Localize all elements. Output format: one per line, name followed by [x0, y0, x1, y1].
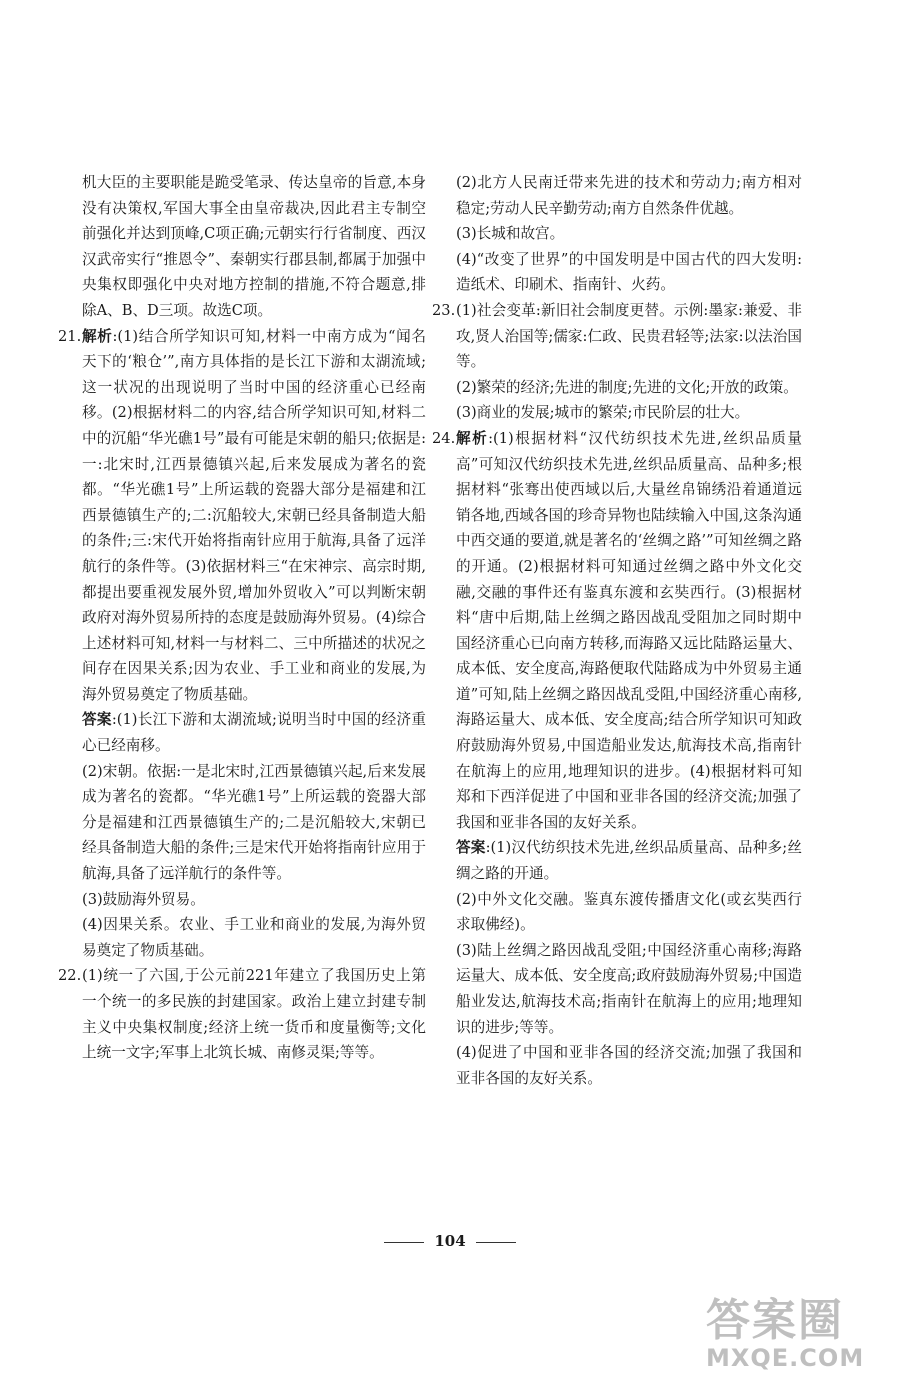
analysis-paragraph: [456, 426, 802, 836]
question-22: [58, 963, 426, 1065]
intro-paragraph: 机大臣的主要职能是跪受笔录、传达皇帝的旨意,本身没有决策权,军国大事全由皇帝裁决,因此君主专制空前强化并达到顶峰,C项正确;元朝实行行省制度、西汉汉武帝实行“推恩令”、秦朝实行郡县制,都属于加强中央集权即强化中央对地方控制的措施,不符合题意,排除A、B、D三项。故选C项。: [82, 174, 426, 319]
watermark-url: MXQE.COM: [706, 1344, 865, 1372]
analysis-label: 解析: [456, 429, 489, 447]
left-column: [58, 170, 426, 1066]
answer-part: (3)鼓励海外贸易。: [82, 890, 205, 908]
answer-part: (4)促进了中国和亚非各国的经济交流;加强了我国和亚非各国的友好关系。: [456, 1044, 802, 1087]
answer-part: (2)繁荣的经济;先进的制度;先进的文化;开放的政策。: [456, 378, 798, 396]
answer-part: (3)商业的发展;城市的繁荣;市民阶层的壮大。: [456, 404, 750, 422]
answer-label: 答案: [82, 711, 112, 729]
question-23: [432, 298, 802, 426]
answer-paragraph: [456, 835, 802, 886]
answer-part: (3)陆上丝绸之路因战乱受阻;中国经济重心南移;海路运量大、成本低、安全度高;政府鼓励海外贸易;中国造船业发达,航海技术高;指南针在航海上的应用;地理知识的进步;等等。: [456, 941, 802, 1036]
question-number: 21.: [58, 327, 82, 345]
right-column: [432, 170, 802, 1091]
answer-part: (3)长城和故宫。: [456, 225, 565, 243]
analysis-paragraph: [82, 324, 426, 708]
page-number: 104: [434, 1232, 466, 1250]
answer-label: 答案: [456, 839, 486, 857]
answer-part: (4)“改变了世界”的中国发明是中国古代的四大发明:造纸术、印刷术、指南针、火药。: [456, 250, 802, 294]
answer-part: (1)统一了六国,于公元前221年建立了我国历史上第一个统一的多民族的封建国家。政治上建立封建专制主义中央集权制度;经济上统一货币和度量衡等;文化上统一文字;军事上北筑长城、南修灵渠;等等。: [82, 967, 426, 1062]
answer-part: (4)因果关系。农业、手工业和商业的发展,为海外贸易奠定了物质基础。: [82, 916, 426, 959]
question-21: [58, 324, 426, 964]
answer-part: (2)中外文化交融。鉴真东渡传播唐文化(或玄奘西行求取佛经)。: [456, 890, 802, 934]
question-number: 22.: [58, 967, 82, 985]
site-watermark: [706, 1295, 886, 1376]
analysis-text: :(1)结合所学知识可知,材料一中南方成为“闻名天下的‘粮仓’”,南方具体指的是长江下游和太湖流域;这一状况的出现说明了当时中国的经济重心已经南移。(2)根据材料二的内容,结合所学知识可知,材料二中的沉船“华光礁1号”最有可能是宋朝的船只;依据是:一:北宋时,江西景德镇兴起,后来发展成为著名的瓷都。“华光礁1号”上所运载的瓷器大部分是福建和江西景德镇生产的;二:沉船较大,宋朝已经具备制造大船的条件;三:宋代开始将指南针应用于航海,具备了远洋航行的条件等。(3)依据材料三“在宋神宗、高宗时期,都提出要重视发展外贸,增加外贸收入”可以判断宋朝政府对海外贸易所持的态度是鼓励海外贸易。(4)综合上述材料可知,材料一与材料二、三中所描述的状况之间存在因果关系;因为农业、手工业和商业的发展,为海外贸易奠定了物质基础。: [82, 327, 426, 703]
question-number: 24.: [432, 429, 456, 447]
analysis-label: 解析: [82, 327, 113, 345]
footer-rule-right: [476, 1242, 516, 1243]
watermark-logo-text: 答案圈: [706, 1295, 844, 1346]
answer-part: (1)社会变革:新旧社会制度更替。示例:墨家:兼爱、非攻,贤人治国等;儒家:仁政、民贵君轻等;法家:以法治国等。: [456, 301, 802, 371]
answer-text: :(1)汉代纺织技术先进,丝织品质量高、品种多;丝绸之路的开通。: [456, 839, 802, 883]
answer-part: (2)宋朝。依据:一是北宋时,江西景德镇兴起,后来发展成为著名的瓷都。“华光礁1号”上所运载的瓷器大部分是福建和江西景德镇生产的;二是沉船较大,宋朝已经具备制造大船的条件;三是宋代开始将指南针应用于航海,具备了远洋航行的条件等。: [82, 762, 426, 883]
analysis-text: :(1)根据材料“汉代纺织技术先进,丝织品质量高”可知汉代纺织技术先进,丝织品质量高、品种多;根据材料“张骞出使西域以后,大量丝帛锦绣沿着通道远销各地,西域各国的珍奇异物也陆续输入中国,这条沟通中西交通的要道,就是著名的‘丝绸之路’”可知丝绸之路的开通。(2)根据材料可知通过丝绸之路中外文化交融,交融的事件还有鉴真东渡和玄奘西行。(3)根据材料“唐中后期,陆上丝绸之路因战乱受阻加之同时期中国经济重心已向南方转移,而海路又远比陆路运量大、成本低、安全度高,海路便取代陆路成为中外贸易主通道”可知,陆上丝绸之路因战乱受阻,中国经济重心南移,海路运量大、成本低、安全度高;结合所学知识可知政府鼓励海外贸易,中国造船业发达,航海技术高,指南针在航海上的应用,地理知识的进步。(4)根据材料可知郑和下西洋促进了中国和亚非各国的经济交流;加强了我国和亚非各国的友好关系。: [456, 429, 802, 831]
question-24: [432, 426, 802, 1091]
answer-paragraph: [82, 707, 426, 758]
answer-part: (2)北方人民南迁带来先进的技术和劳动力;南方相对稳定;劳动人民辛勤劳动;南方自然条件优越。: [456, 174, 802, 217]
footer-rule-left: [384, 1242, 424, 1243]
answer-text: :(1)长江下游和太湖流域;说明当时中国的经济重心已经南移。: [82, 711, 426, 755]
question-22-continued: [456, 170, 802, 298]
question-number: 23.: [432, 301, 456, 319]
page-footer: [0, 1232, 900, 1250]
